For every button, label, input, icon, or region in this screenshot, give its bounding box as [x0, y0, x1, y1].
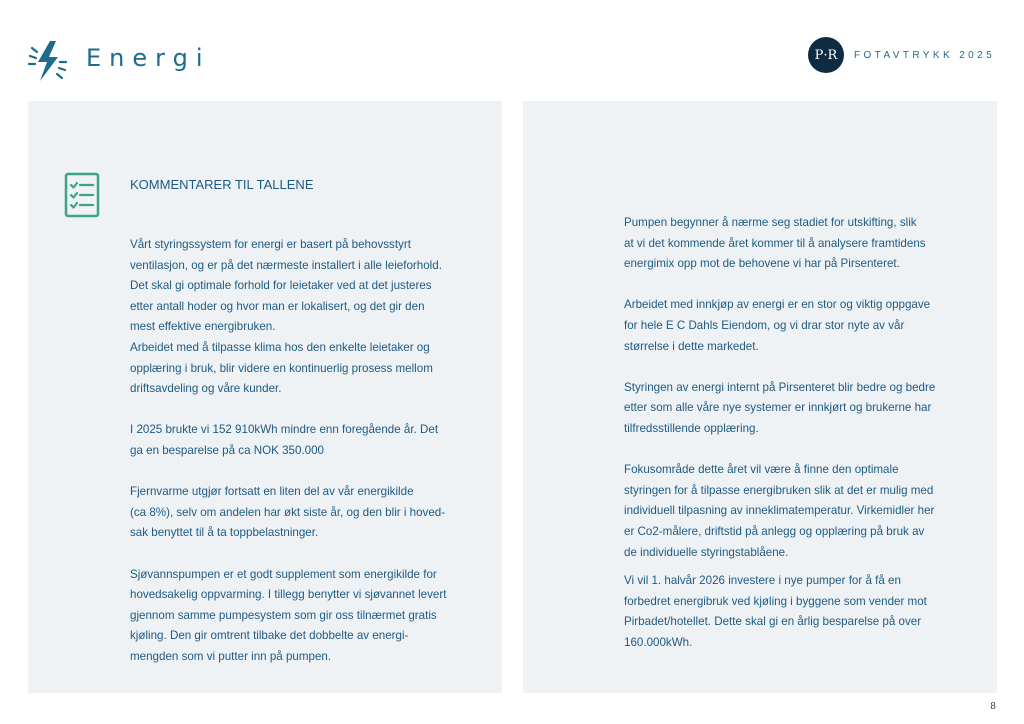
- page-number: 8: [990, 702, 996, 712]
- paragraph: Fokusområde dette året vil være å finne den optimale styringen for å tilpasse energibruken slik at det er mulig med individuell tilpasning av inneklimatemperatur. Virkemidler her er Co2-målere, driftstid på anlegg og opplæring på bruk av de individuelle styringstablåene.: [624, 463, 935, 559]
- lightning-bolt-icon: [26, 38, 68, 84]
- brand-title: FOTAVTRYKK 2025: [854, 50, 996, 61]
- left-body-text: [130, 235, 450, 667]
- paragraph: Fjernvarme utgjør fortsatt en liten del av vår energikilde (ca 8%), selv om andelen har økt siste år, og den blir i hoved- sak benyttet til å ta toppbelastninger.: [130, 485, 446, 540]
- brand-logo: P·R: [808, 37, 844, 73]
- paragraph: Styringen av energi internt på Pirsenteret blir bedre og bedre etter som alle våre nye systemer er innkjørt og brukerne har tilfredsstillende opplæring.: [624, 380, 936, 435]
- right-body-text: [624, 213, 944, 653]
- paragraph: Vi vil 1. halvår 2026 investere i nye pumper for å få en forbedret energibruk ved kjøling i byggene som vender mot Pirbadet/hotellet. Dette skal gi en årlig besparelse på over 160.000kWh.: [624, 574, 927, 649]
- paragraph: I 2025 brukte vi 152 910kWh mindre enn foregående år. Det ga en besparelse på ca NOK 350.000: [130, 423, 439, 457]
- paragraph: Arbeidet med innkjøp av energi er en stor og viktig oppgave for hele E C Dahls Eiendom, og vi drar stor nyte av vår størrelse i dette markedet.: [624, 298, 931, 353]
- paragraph: Pumpen begynner å nærme seg stadiet for utskifting, slik at vi det kommende året kommer til å analysere framtidens energimix opp mot de behovene vi har på Pirsenteret.: [624, 216, 926, 271]
- checklist-icon: [64, 172, 100, 218]
- page-title: Energi: [86, 44, 211, 72]
- section-title: KOMMENTARER TIL TALLENE: [130, 177, 314, 192]
- paragraph: Sjøvannspumpen er et godt supplement som energikilde for hovedsakelig oppvarming. I tillegg benytter vi sjøvannet levert gjennom samme pumpesystem som gir oss tilnærmet gratis kjøling. Den gir omtrent tilbake det dobbelte av energi- mengden som vi putter inn på pumpen.: [130, 567, 447, 663]
- paragraph: Vårt styringssystem for energi er basert på behovsstyrt ventilasjon, og er på det nærmeste installert i alle leieforhold. Det skal gi optimale forhold for leietaker ved at det justeres etter antall hoder og hvor man er lokalisert, og det gir den mest effektive energibruken. Arbeidet med å tilpasse klima hos den enkelte leietaker og opplæring i bruk, blir videre en kontinuerlig prosess mellom driftsavdeling og våre kunder.: [130, 238, 442, 396]
